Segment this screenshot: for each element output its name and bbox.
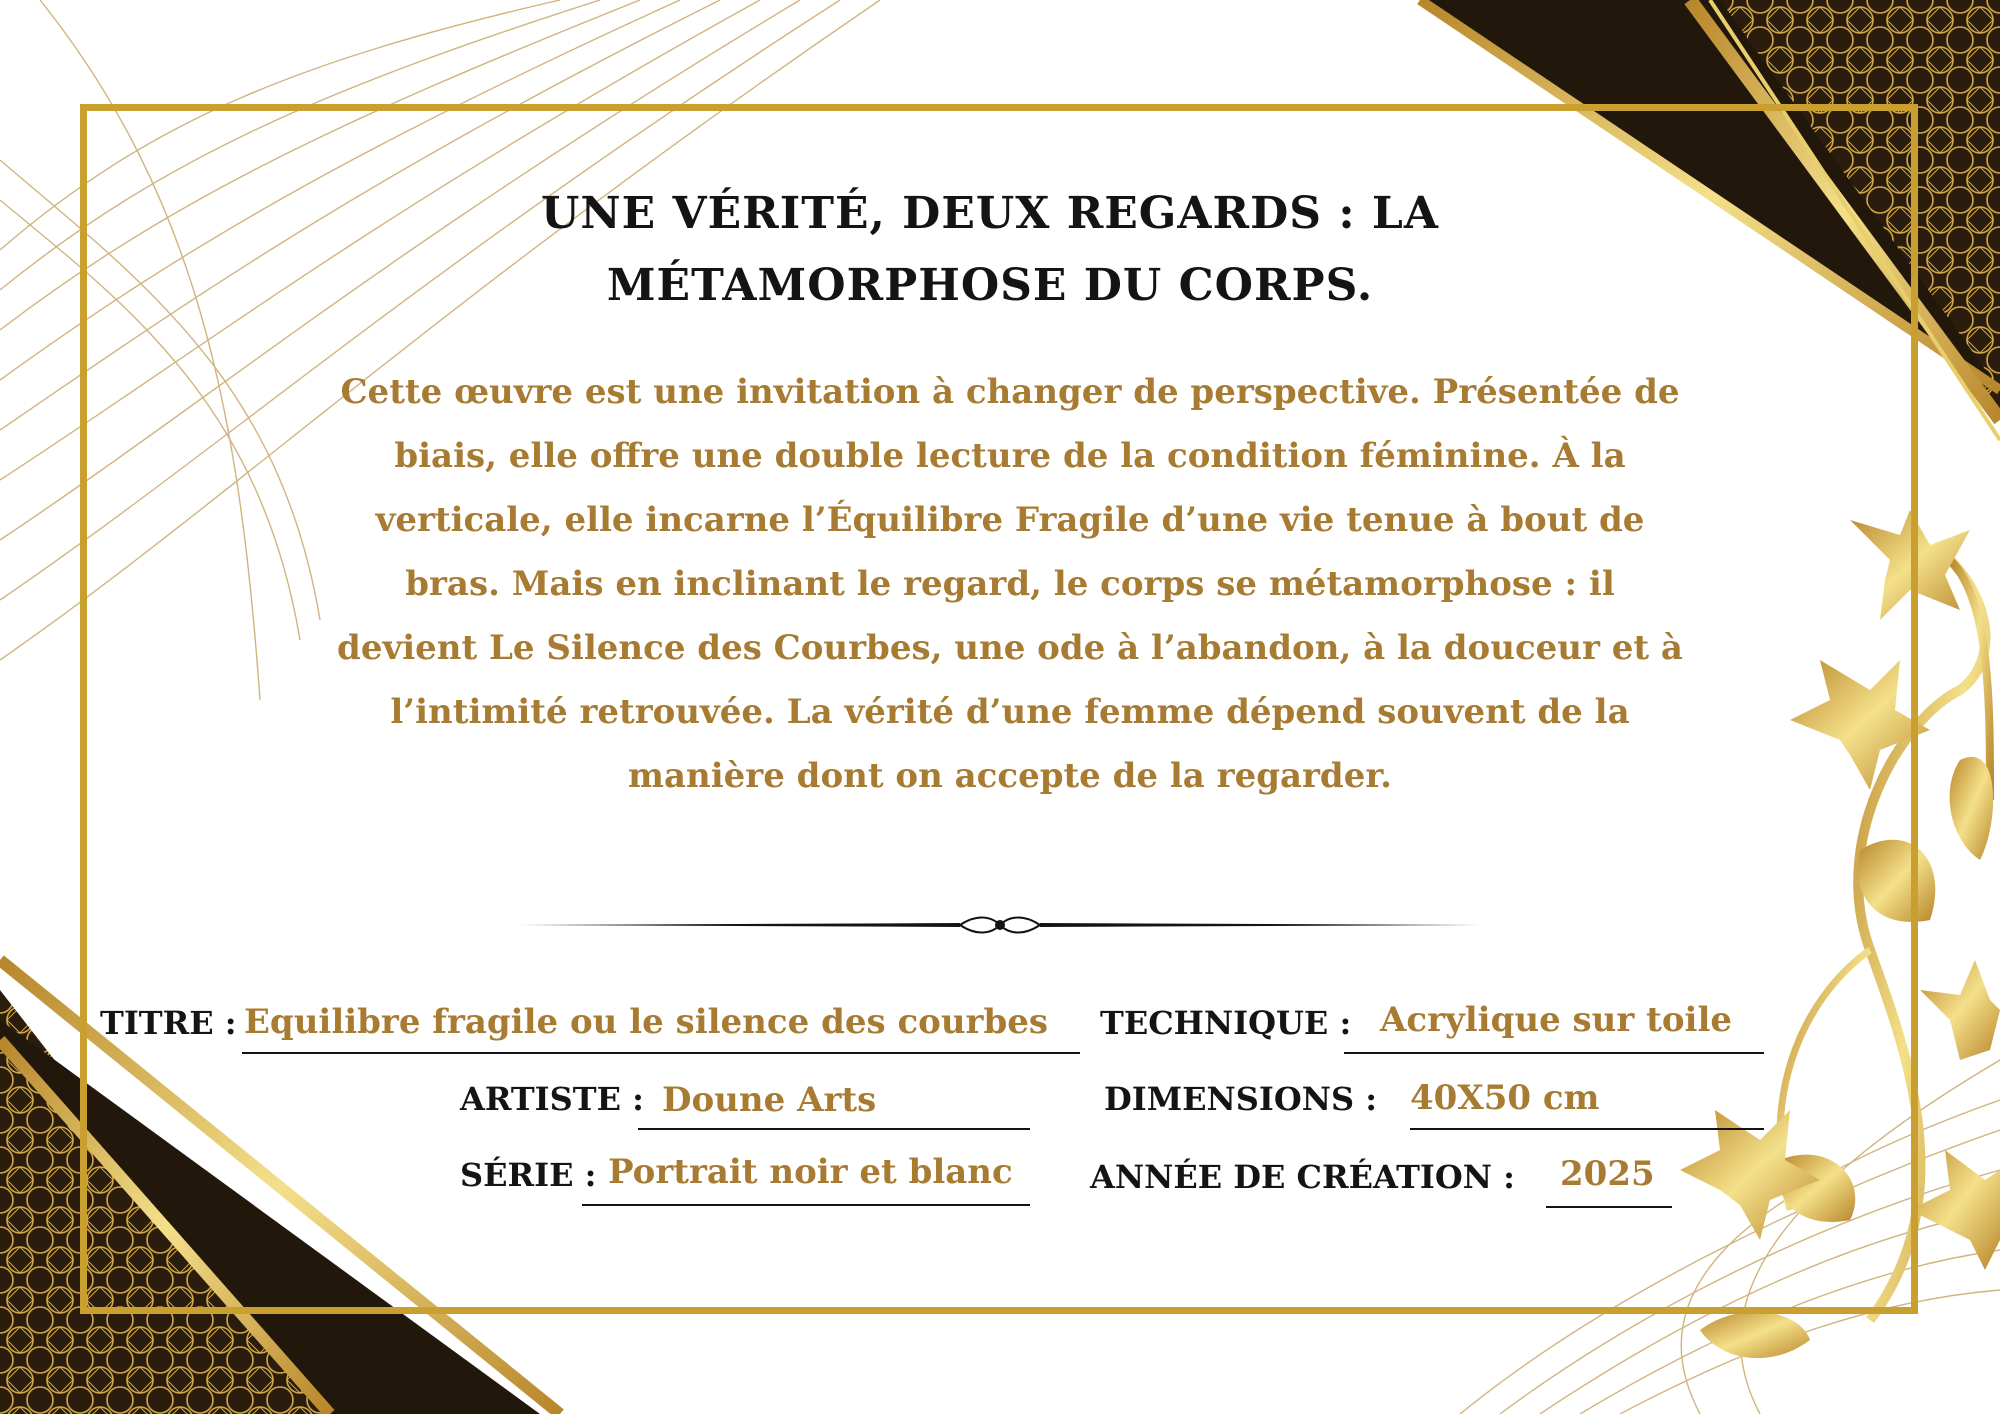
- titre-value: Equilibre fragile ou le silence des courbes: [244, 1002, 1049, 1042]
- annee-underline: [1546, 1206, 1672, 1208]
- technique-label: TECHNIQUE :: [1100, 1004, 1352, 1042]
- technique-underline: [1344, 1052, 1764, 1054]
- annee-label: ANNÉE DE CRÉATION :: [1090, 1158, 1515, 1196]
- title-line-1: UNE VÉRITÉ, DEUX REGARDS : LA: [541, 188, 1439, 239]
- artiste-label: ARTISTE :: [460, 1080, 644, 1118]
- technique-value: Acrylique sur toile: [1380, 1000, 1733, 1040]
- titre-underline: [242, 1052, 1080, 1054]
- artiste-underline: [638, 1128, 1030, 1130]
- titre-label: TITRE :: [100, 1004, 237, 1042]
- serie-label: SÉRIE :: [460, 1156, 597, 1194]
- dimensions-label: DIMENSIONS :: [1104, 1080, 1378, 1118]
- artiste-value: Doune Arts: [662, 1080, 877, 1120]
- serie-value: Portrait noir et blanc: [608, 1152, 1013, 1192]
- ornamental-divider: [520, 910, 1480, 940]
- artwork-description: Cette œuvre est une invitation à changer de perspective. Présentée de biais, elle offre une double lecture de la condition féminine. À la verticale, elle incarne l’Équilibre Fragile d’une vie tenue à bout de bras. Mais en inclinant le regard, le corps se métamorphose : il devient Le Silence des Courbes, une ode à l’abandon, à la douceur et à l’intimité retrouvée. La vérité d’une femme dépend souvent de la manière dont on accepte de la regarder.: [337, 372, 1683, 796]
- title-line-2: MÉTAMORPHOSE DU CORPS.: [606, 260, 1374, 311]
- annee-value: 2025: [1560, 1154, 1655, 1194]
- page-title: [440, 178, 1540, 322]
- dimensions-value: 40X50 cm: [1410, 1078, 1600, 1118]
- dimensions-underline: [1410, 1128, 1764, 1130]
- serie-underline: [582, 1204, 1030, 1206]
